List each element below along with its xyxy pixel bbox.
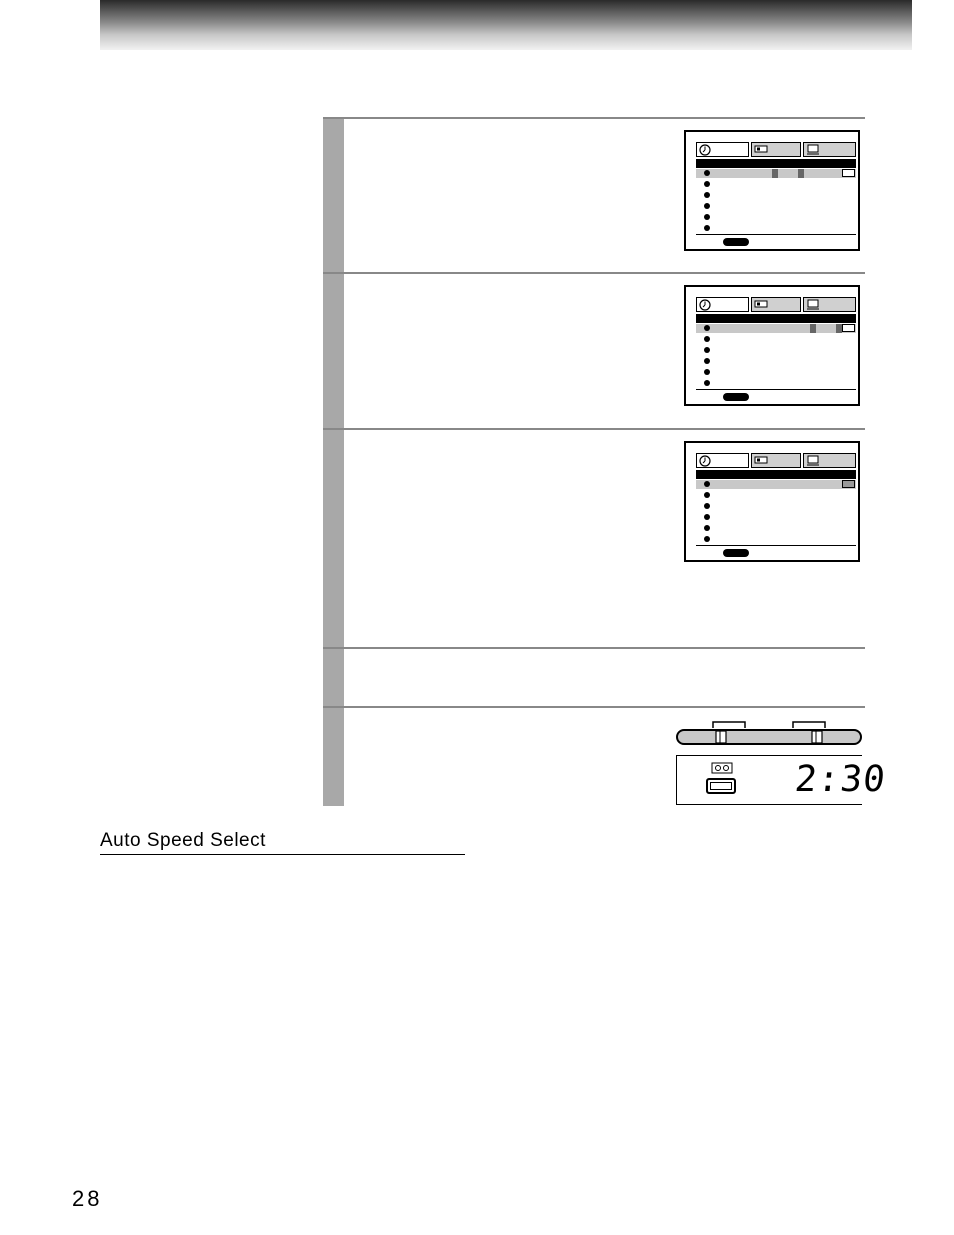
menu-button-indicator — [723, 238, 749, 246]
menu-bullet — [704, 181, 710, 187]
section-heading: Auto Speed Select — [100, 830, 465, 855]
menu-bullet — [704, 325, 710, 331]
step-divider-2 — [323, 428, 865, 430]
menu-bullet — [704, 369, 710, 375]
row-end-box — [842, 324, 855, 332]
row-end-box — [842, 480, 855, 488]
menu-bullet — [704, 536, 710, 542]
row-end-box — [842, 169, 855, 177]
menu-title-bar — [696, 314, 856, 323]
timer-tab — [696, 297, 749, 312]
cassette-icon — [711, 762, 735, 774]
top-rule — [323, 117, 865, 119]
menu-bottom-line — [696, 389, 856, 390]
cassette-icon — [754, 144, 768, 154]
setting-marker — [772, 169, 778, 178]
step-bar-4 — [323, 649, 344, 706]
cassette-icon — [754, 299, 768, 309]
tape-tab — [751, 142, 801, 157]
menu-bullet — [704, 192, 710, 198]
menu-bullet — [704, 225, 710, 231]
timer-tab — [696, 142, 749, 157]
tv-icon — [806, 144, 820, 156]
tv-icon — [806, 299, 820, 311]
tv-tab — [803, 453, 856, 468]
menu-button-indicator — [723, 549, 749, 557]
step-bar-2 — [323, 274, 344, 428]
header-band — [100, 0, 912, 50]
menu-bullet — [704, 336, 710, 342]
menu-bottom-line — [696, 234, 856, 235]
osd-menu-screen-3 — [684, 441, 860, 562]
tape-tab — [751, 453, 801, 468]
vcr-display-panel — [676, 755, 888, 805]
page-number: 28 — [72, 1186, 103, 1211]
step-divider-3 — [323, 647, 865, 649]
osd-menu-screen-2 — [684, 285, 860, 406]
step-divider-1 — [323, 272, 865, 274]
menu-title-bar — [696, 159, 856, 168]
vcr-tape-slot — [676, 729, 862, 745]
menu-bullet — [704, 358, 710, 364]
menu-button-indicator — [723, 393, 749, 401]
menu-bullet — [704, 170, 710, 176]
vcr-button[interactable] — [706, 778, 736, 794]
setting-marker — [810, 324, 816, 333]
menu-highlight-row — [696, 324, 856, 333]
menu-bullet — [704, 347, 710, 353]
time-readout: 2:30 — [792, 759, 888, 800]
tv-icon — [806, 455, 820, 467]
clock-icon — [699, 455, 711, 467]
step-bar-1 — [323, 119, 344, 272]
tv-tab — [803, 142, 856, 157]
step-bar-3 — [323, 430, 344, 647]
setting-marker — [798, 169, 804, 178]
menu-bullet — [704, 203, 710, 209]
vcr-slot-detail — [678, 731, 860, 743]
osd-menu-screen-1 — [684, 130, 860, 251]
tape-tab — [751, 297, 801, 312]
clock-icon — [699, 144, 711, 156]
menu-bullet — [704, 492, 710, 498]
timer-tab — [696, 453, 749, 468]
tv-tab — [803, 297, 856, 312]
menu-title-bar — [696, 470, 856, 479]
step-divider-4 — [323, 706, 865, 708]
menu-bullet — [704, 514, 710, 520]
menu-bullet — [704, 503, 710, 509]
menu-highlight-row — [696, 480, 856, 489]
menu-bullet — [704, 481, 710, 487]
cassette-icon — [754, 455, 768, 465]
menu-bullet — [704, 525, 710, 531]
menu-bullet — [704, 214, 710, 220]
clock-icon — [699, 299, 711, 311]
menu-bottom-line — [696, 545, 856, 546]
menu-bullet — [704, 380, 710, 386]
